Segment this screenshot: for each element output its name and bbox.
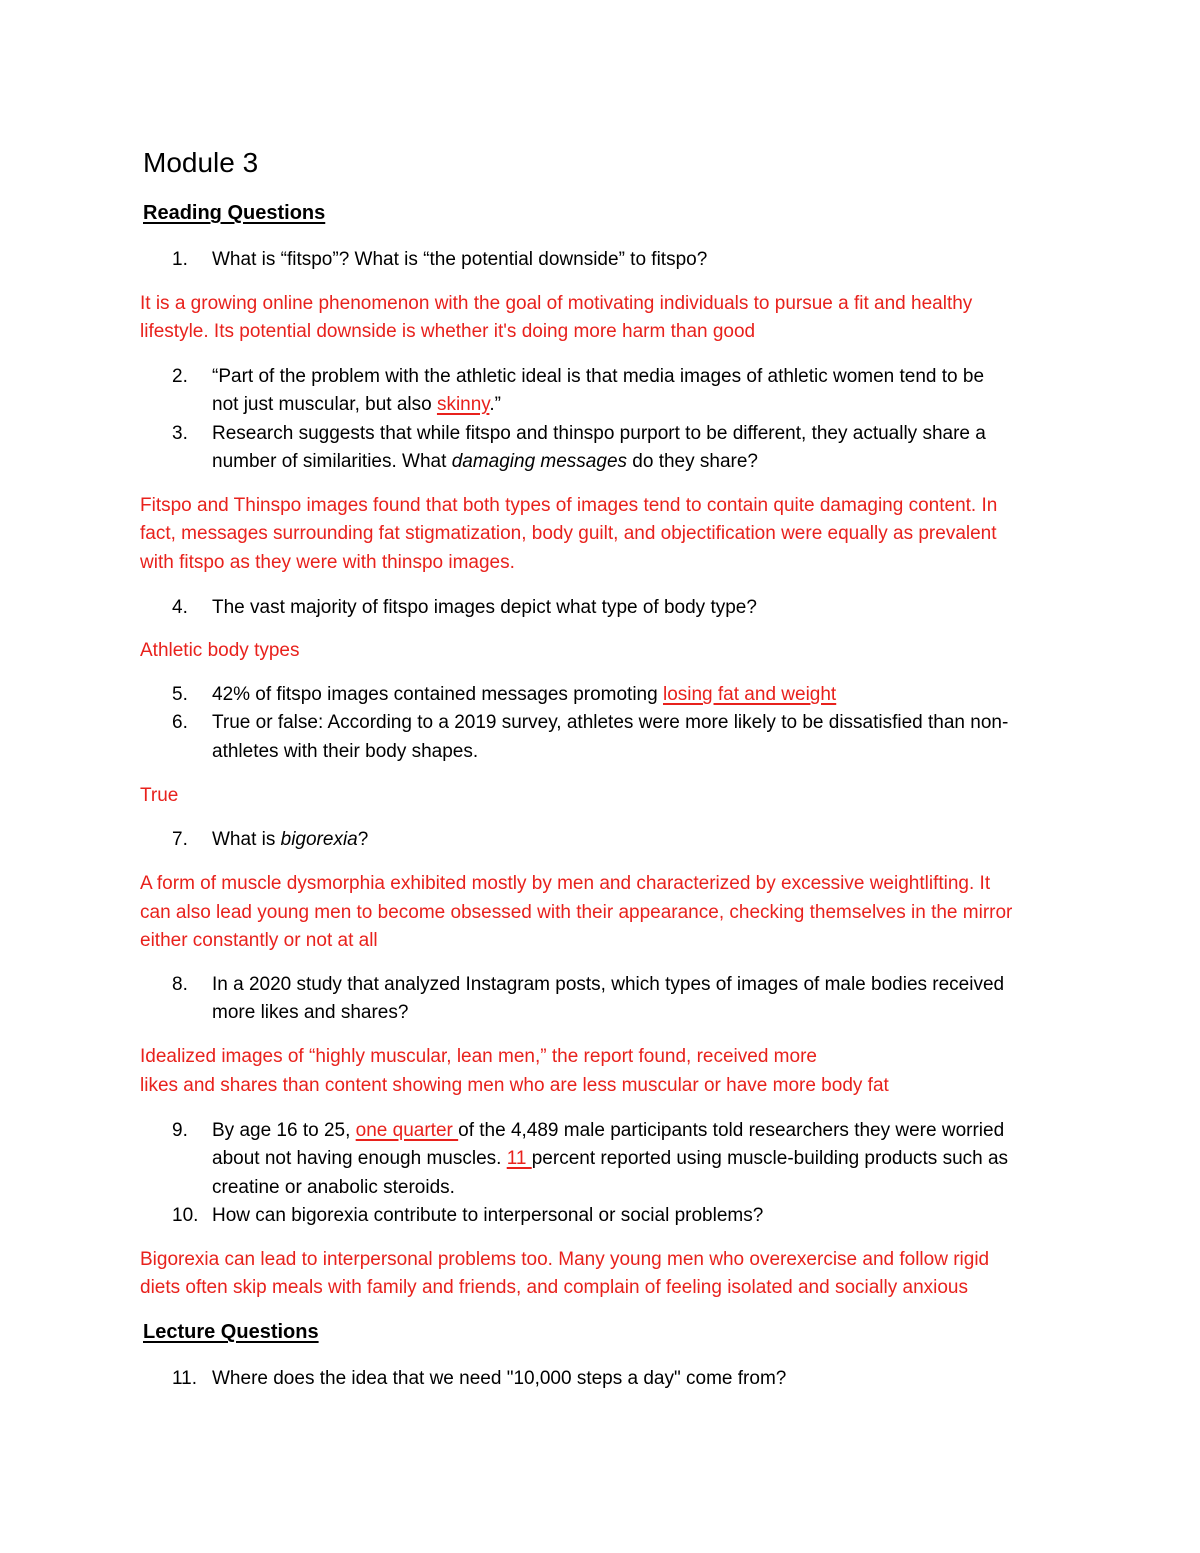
question-8-line-1: In a 2020 study that analyzed Instagram posts, which types of images of male bodies received xyxy=(212,974,1005,995)
question-3-text-end: do they share? xyxy=(627,451,758,472)
question-1-text: What is “fitspo”? What is “the potential downside” to fitspo? xyxy=(212,249,708,270)
fill-in-answer-one-quarter: one quarter xyxy=(355,1120,459,1141)
answer-3-line-1: Fitspo and Thinspo images found that both types of images tend to contain quite damaging content. In xyxy=(140,495,998,516)
question-2-text-end: .” xyxy=(489,394,502,415)
fill-in-answer-11: 11 xyxy=(506,1148,532,1169)
question-number: 10. xyxy=(172,1205,199,1226)
answer-8-line-1: Idealized images of “highly muscular, lean men,” the report found, received more xyxy=(140,1046,817,1067)
answer-1-line-2: lifestyle. Its potential downside is whether it's doing more harm than good xyxy=(140,321,756,342)
question-2-text: not just muscular, but also xyxy=(212,394,437,415)
question-3-text: number of similarities. What xyxy=(212,451,452,472)
question-number: 6. xyxy=(172,712,188,733)
question-number: 9. xyxy=(172,1120,188,1141)
question-number: 8. xyxy=(172,974,188,995)
question-9-line-3: creatine or anabolic steroids. xyxy=(212,1177,455,1198)
question-3-line-1: Research suggests that while fitspo and thinspo purport to be different, they actually share a xyxy=(212,423,986,444)
question-9-text: about not having enough muscles. xyxy=(212,1148,507,1169)
answer-4: Athletic body types xyxy=(140,640,300,661)
question-5-line xyxy=(212,683,836,707)
question-4-text: The vast majority of fitspo images depict what type of body type? xyxy=(212,597,757,618)
question-9-text-cont: percent reported using muscle-building products such as xyxy=(531,1148,1009,1169)
question-number: 7. xyxy=(172,829,188,850)
answer-1-line-1: It is a growing online phenomenon with the goal of motivating individuals to pursue a fit and healthy xyxy=(140,293,973,314)
question-7-text: What is xyxy=(212,829,281,850)
question-9-text: By age 16 to 25, xyxy=(212,1120,356,1141)
question-number: 2. xyxy=(172,366,188,387)
answer-8-line-2: likes and shares than content showing men who are less muscular or have more body fat xyxy=(140,1075,889,1096)
answer-7-line-1: A form of muscle dysmorphia exhibited mostly by men and characterized by excessive weightlifting. It xyxy=(140,873,991,894)
answer-3-line-3: with fitspo as they were with thinspo images. xyxy=(140,552,515,573)
question-10-text: How can bigorexia contribute to interpersonal or social problems? xyxy=(212,1205,764,1226)
answer-7-line-2: can also lead young men to become obsessed with their appearance, checking themselves in the mirror xyxy=(140,902,1013,923)
question-number: 11. xyxy=(172,1368,198,1389)
answer-10-line-1: Bigorexia can lead to interpersonal problems too. Many young men who overexercise and follow rigid xyxy=(140,1249,990,1270)
question-11-text: Where does the idea that we need "10,000 steps a day" come from? xyxy=(212,1368,787,1389)
question-8-line-2: more likes and shares? xyxy=(212,1002,409,1023)
question-9-text-cont: of the 4,489 male participants told researchers they were worried xyxy=(458,1120,1005,1141)
question-6-line-1: True or false: According to a 2019 survey, athletes were more likely to be dissatisfied than non- xyxy=(212,712,1009,733)
question-number: 5. xyxy=(172,684,188,705)
question-5-text: 42% of fitspo images contained messages promoting xyxy=(212,684,663,705)
question-2-line-1: “Part of the problem with the athletic ideal is that media images of athletic women tend to be xyxy=(212,366,985,387)
question-number: 1. xyxy=(172,249,188,270)
question-number: 3. xyxy=(172,423,188,444)
answer-3-line-2: fact, messages surrounding fat stigmatization, body guilt, and objectification were equally as prevalent xyxy=(140,523,997,544)
question-3-emphasis: damaging messages xyxy=(451,451,628,472)
fill-in-answer-skinny: skinny xyxy=(436,394,490,415)
question-7-line xyxy=(212,828,368,852)
answer-6: True xyxy=(140,785,179,806)
question-number: 4. xyxy=(172,597,188,618)
reading-questions-heading: Reading Questions xyxy=(143,202,326,224)
lecture-questions-heading: Lecture Questions xyxy=(143,1321,319,1343)
question-7-emphasis: bigorexia xyxy=(280,829,358,850)
page-title: Module 3 xyxy=(143,147,259,178)
question-7-text-end: ? xyxy=(357,829,369,850)
question-2-line-2 xyxy=(212,393,501,417)
question-3-line-2 xyxy=(212,450,758,474)
answer-7-line-3: either constantly or not at all xyxy=(140,930,378,951)
question-9-line-1 xyxy=(212,1119,1004,1143)
question-9-line-2 xyxy=(212,1147,1008,1171)
answer-10-line-2: diets often skip meals with family and friends, and complain of feeling isolated and socially anxious xyxy=(140,1277,969,1298)
question-6-line-2: athletes with their body shapes. xyxy=(212,741,479,762)
fill-in-answer-losing-fat: losing fat and weight xyxy=(662,684,837,705)
